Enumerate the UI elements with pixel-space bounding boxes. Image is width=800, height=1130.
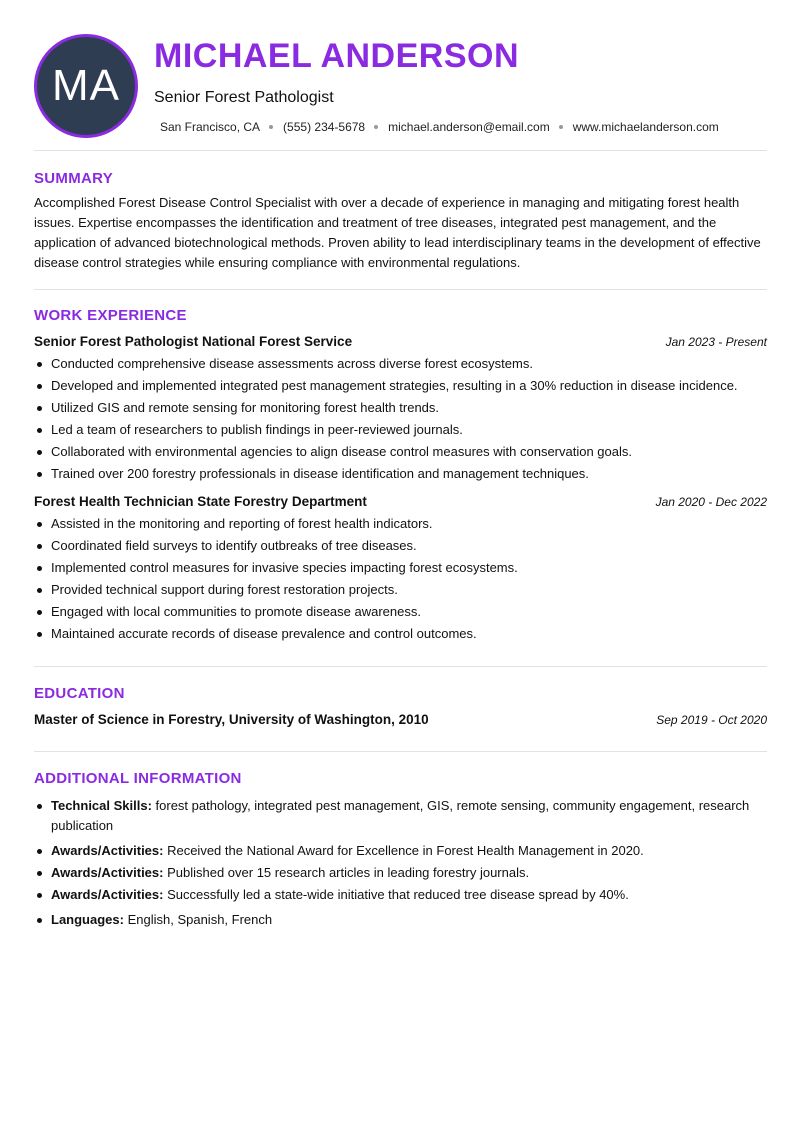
list-item: Maintained accurate records of disease prevalence and control outcomes. — [34, 624, 767, 644]
list-item — [34, 910, 767, 930]
contact-phone[interactable]: (555) 234-5678 — [283, 120, 366, 134]
item-text: Successfully led a state-wide initiative that reduced tree disease spread by 40%. — [163, 887, 629, 902]
summary-heading: SUMMARY — [34, 170, 114, 187]
job-header — [34, 494, 767, 509]
additional-list — [34, 796, 767, 930]
education-dates: Sep 2019 - Oct 2020 — [656, 713, 767, 727]
list-item: Trained over 200 forestry professionals in disease identification and management techniques. — [34, 464, 767, 484]
list-item — [34, 796, 767, 836]
item-label: Languages: — [51, 912, 124, 927]
additional-section — [34, 752, 767, 930]
list-item: Utilized GIS and remote sensing for monitoring forest health trends. — [34, 398, 767, 418]
item-label: Awards/Activities: — [51, 843, 164, 858]
job-bullets — [34, 354, 767, 484]
separator-dot — [269, 125, 273, 129]
additional-heading: ADDITIONAL INFORMATION — [34, 770, 242, 787]
education-entry — [34, 712, 767, 727]
job-position: Forest Health Technician State Forestry Department — [34, 494, 367, 509]
job-entry — [34, 334, 767, 484]
job-dates: Jan 2020 - Dec 2022 — [655, 495, 767, 509]
item-label: Awards/Activities: — [51, 865, 164, 880]
job-title: Senior Forest Pathologist — [154, 89, 334, 106]
item-text: English, Spanish, French — [123, 912, 273, 927]
job-position: Senior Forest Pathologist National Forest Service — [34, 334, 353, 349]
item-text: Received the National Award for Excellence in Forest Health Management in 2020. — [163, 843, 644, 858]
list-item: Provided technical support during forest restoration projects. — [34, 580, 767, 600]
candidate-name: MICHAEL ANDERSON — [154, 37, 520, 75]
job-header — [34, 334, 767, 349]
summary-section — [34, 151, 767, 289]
item-text: Published over 15 research articles in leading forestry journals. — [163, 865, 530, 880]
resume-header — [34, 0, 767, 150]
list-item: Implemented control measures for invasive species impacting forest ecosystems. — [34, 558, 767, 578]
education-section — [34, 667, 767, 751]
item-label: Awards/Activities: — [51, 887, 164, 902]
contact-row — [160, 120, 719, 134]
contact-email[interactable]: michael.anderson@email.com — [388, 120, 550, 134]
list-item: Led a team of researchers to publish findings in peer-reviewed journals. — [34, 420, 767, 440]
list-item: Collaborated with environmental agencies to align disease control measures with conservation goals. — [34, 442, 767, 462]
list-item: Engaged with local communities to promote disease awareness. — [34, 602, 767, 622]
list-item — [34, 863, 767, 883]
experience-heading: WORK EXPERIENCE — [34, 307, 187, 324]
item-label: Technical Skills: — [51, 798, 152, 813]
list-item: Assisted in the monitoring and reporting of forest health indicators. — [34, 514, 767, 534]
separator-dot — [559, 125, 563, 129]
avatar-initials: MA — [52, 61, 120, 110]
avatar — [34, 34, 138, 138]
list-item: Coordinated field surveys to identify outbreaks of tree diseases. — [34, 536, 767, 556]
contact-website[interactable]: www.michaelanderson.com — [572, 120, 719, 134]
education-heading: EDUCATION — [34, 685, 125, 702]
experience-section — [34, 290, 767, 666]
separator-dot — [374, 125, 378, 129]
summary-text: Accomplished Forest Disease Control Specialist with over a decade of experience in managing and mitigating forest health issues. Expertise encompasses the identification and treatment of tree diseases, integrated pest management, and the application of advanced biotechnological methods. Proven ability to lead interdisciplinary teams in the development of effective disease control strategies while ensuring compliance with environmental regulations. — [34, 195, 761, 270]
degree: Master of Science in Forestry, University of Washington, 2010 — [34, 712, 429, 727]
list-item — [34, 885, 767, 905]
item-text: forest pathology, integrated pest management, GIS, remote sensing, community engagement, research publication — [51, 798, 750, 833]
job-bullets — [34, 514, 767, 644]
list-item: Developed and implemented integrated pest management strategies, resulting in a 30% reduction in disease incidence. — [34, 376, 767, 396]
job-dates: Jan 2023 - Present — [665, 335, 767, 349]
contact-location: San Francisco, CA — [160, 120, 261, 134]
list-item: Conducted comprehensive disease assessments across diverse forest ecosystems. — [34, 354, 767, 374]
list-item — [34, 841, 767, 861]
job-entry — [34, 494, 767, 644]
